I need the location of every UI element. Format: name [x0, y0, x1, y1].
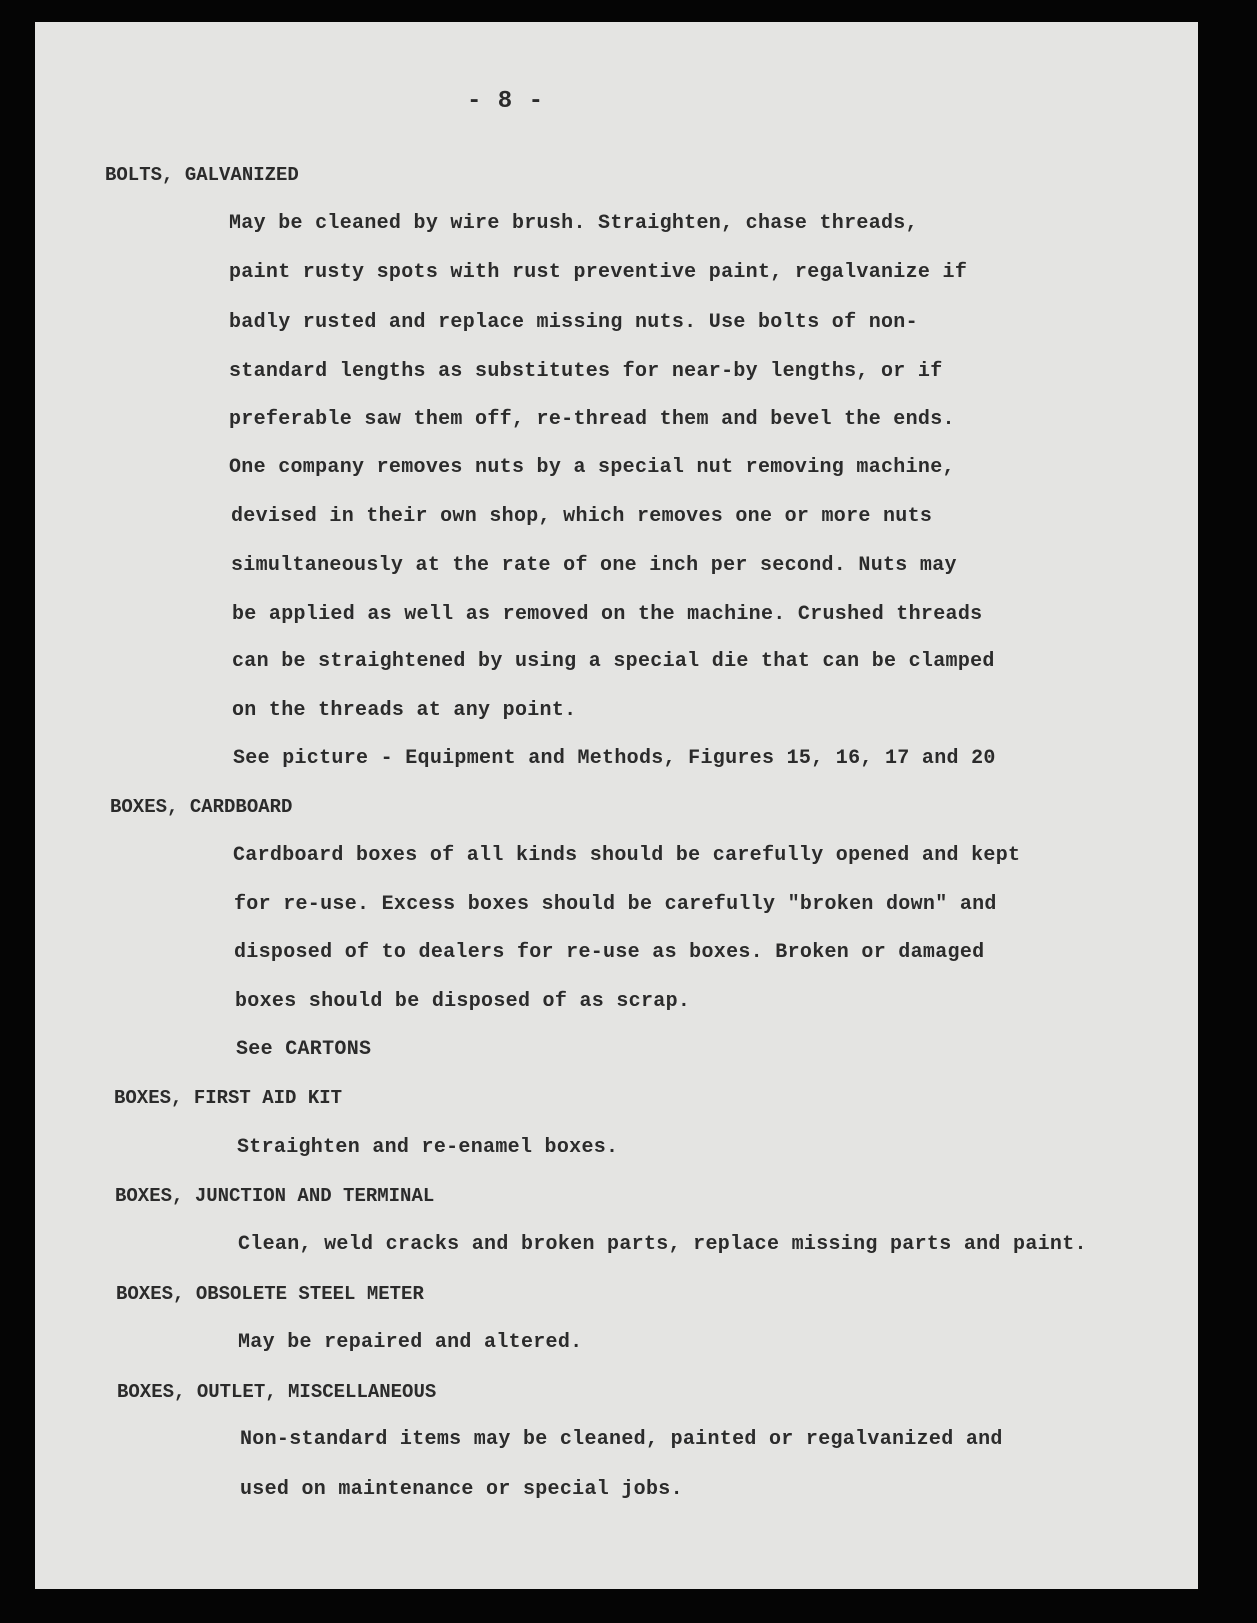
page-number: - 8 - [467, 88, 545, 115]
body-line: can be straightened by using a special die that can be clamped [232, 650, 995, 673]
body-line: Clean, weld cracks and broken parts, replace missing parts and paint. [238, 1233, 1087, 1256]
body-line: boxes should be disposed of as scrap. [235, 990, 691, 1013]
body-line: badly rusted and replace missing nuts. Use bolts of non- [229, 311, 918, 334]
body-line: Straighten and re-enamel boxes. [237, 1136, 619, 1159]
body-line: on the threads at any point. [232, 699, 577, 722]
body-line: See CARTONS [236, 1038, 372, 1061]
body-line: One company removes nuts by a special nut removing machine, [229, 456, 955, 479]
body-line: simultaneously at the rate of one inch per second. Nuts may [231, 554, 957, 577]
body-line: May be repaired and altered. [238, 1331, 583, 1354]
section-heading: BOXES, CARDBOARD [110, 796, 293, 818]
section-heading: BOLTS, GALVANIZED [105, 164, 299, 186]
section-heading: BOXES, OUTLET, MISCELLANEOUS [117, 1381, 437, 1403]
body-line: Non-standard items may be cleaned, painted or regalvanized and [240, 1428, 1003, 1451]
body-line: paint rusty spots with rust preventive paint, regalvanize if [229, 261, 968, 284]
body-line: used on maintenance or special jobs. [240, 1478, 683, 1501]
body-line: be applied as well as removed on the machine. Crushed threads [232, 603, 983, 626]
body-line: standard lengths as substitutes for near-by lengths, or if [229, 360, 943, 383]
body-line: May be cleaned by wire brush. Straighten, chase threads, [229, 212, 918, 235]
body-line: See picture - Equipment and Methods, Figures 15, 16, 17 and 20 [233, 747, 996, 770]
body-line: preferable saw them off, re-thread them and bevel the ends. [229, 408, 955, 431]
body-line: devised in their own shop, which removes one or more nuts [231, 505, 933, 528]
section-heading: BOXES, JUNCTION AND TERMINAL [115, 1185, 435, 1207]
body-line: disposed of to dealers for re-use as boxes. Broken or damaged [234, 941, 985, 964]
section-heading: BOXES, OBSOLETE STEEL METER [116, 1283, 424, 1305]
section-heading: BOXES, FIRST AID KIT [114, 1087, 343, 1109]
document-page [35, 22, 1198, 1589]
body-line: for re-use. Excess boxes should be carefully "broken down" and [234, 893, 997, 916]
body-line: Cardboard boxes of all kinds should be carefully opened and kept [233, 844, 1021, 867]
